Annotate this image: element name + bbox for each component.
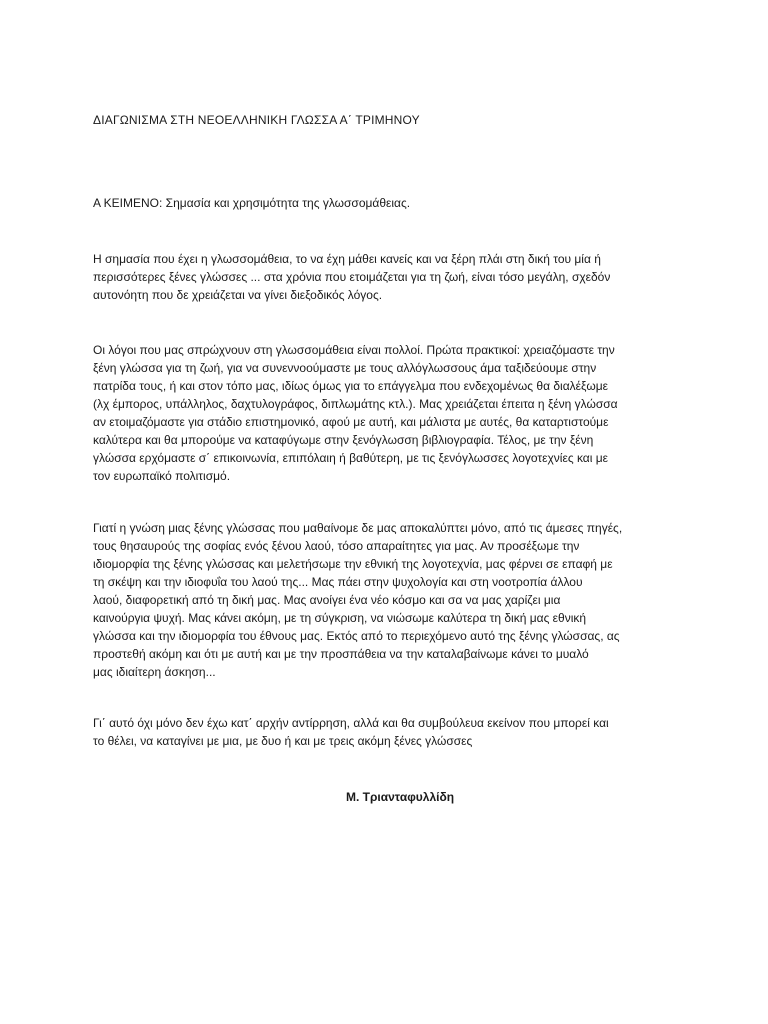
paragraph-line: τους θησαυρούς της σοφίας ενός ξένου λαού, τόσο απαραίτητες για μας. Αν προσέξωμε την — [93, 539, 580, 553]
paragraph-line: αν ετοιμαζόμαστε για στάδιο επιστημονικό, αφού με αυτή, και μάλιστα με αυτές, θα καταρτιστούμε — [93, 415, 609, 429]
section-heading: Α ΚΕΙΜΕΝΟ: Σημασία και χρησιμότητα της γλωσσομάθειας. — [93, 196, 411, 210]
paragraph-1 — [93, 250, 683, 304]
paragraph-line: περισσότερες ξένες γλώσσες ... στα χρόνια που ετοιμάζεται για τη ζωή, είναι τόσο μεγάλη, σχεδόν — [93, 270, 611, 284]
author-signature: Μ. Τριανταφυλλίδη — [346, 790, 455, 804]
paragraph-2 — [93, 341, 683, 485]
paragraph-line: Γιατί η γνώση μιας ξένης γλώσσας που μαθαίνομε δε μας αποκαλύπτει μόνο, από τις άμεσες πηγές, — [93, 521, 623, 535]
paragraph-line: Η σημασία που έχει η γλωσσομάθεια, το να έχη μάθει κανείς και να ξέρη πλάι στη δική του μία ή — [93, 252, 601, 266]
paragraph-line: (λχ έμπορος, υπάλληλος, δαχτυλογράφος, διπλωμάτης κτλ.). Μας χρειάζεται έπειτα η ξένη γλώσσα — [93, 397, 618, 411]
paragraph-line: γλώσσα ερχόμαστε σ΄ επικοινωνία, επιπόλαιη ή βαθύτερη, με τις ξενόγλωσσες λογοτεχνίες και με — [93, 451, 608, 465]
paragraph-line: Οι λόγοι που μας σπρώχνουν στη γλωσσομάθεια είναι πολλοί. Πρώτα πρακτικοί: χρειαζόμαστε την — [93, 343, 615, 357]
paragraph-line: πατρίδα τους, ή και στον τόπο μας, ιδίως όμως για το επάγγελμα που ενδεχομένως θα διαλέξωμε — [93, 379, 608, 393]
paragraph-4 — [93, 714, 683, 750]
paragraph-line: αυτονόητη που δε χρειάζεται να γίνει διεξοδικός λόγος. — [93, 288, 383, 302]
paragraph-line: ξένη γλώσσα για τη ζωή, για να συνεννοούμαστε με τους αλλόγλωσσους άμα ταξιδεύουμε στην — [93, 361, 597, 375]
paragraph-line: Γι΄ αυτό όχι μόνο δεν έχω κατ΄ αρχήν αντίρρηση, αλλά και θα συμβούλευα εκείνον που μπορεί και — [93, 716, 609, 730]
paragraph-line: λαού, διαφορετική από τη δική μας. Μας ανοίγει ένα νέο κόσμο και σα να μας χαρίζει μια — [93, 593, 561, 607]
paragraph-line: ιδιομορφία της ξένης γλώσσας και μελετήσωμε την εθνική της λογοτεχνία, μας φέρνει σε επαφή με — [93, 557, 613, 571]
paragraph-line: καλύτερα και θα μπορούμε να καταφύγωμε στην ξενόγλωσση βιβλιογραφία. Τέλος, με την ξένη — [93, 433, 594, 447]
paragraph-3 — [93, 519, 683, 681]
paragraph-line: τη σκέψη και την ιδιοφυΐα του λαού της... Μας πάει στην ψυχολογία και στη νοοτροπία άλλου — [93, 575, 583, 589]
paragraph-line: το θέλει, να καταγίνει με μια, με δυο ή και με τρεις ακόμη ξένες γλώσσες — [93, 734, 473, 748]
paragraph-line: μας ιδιαίτερη άσκηση... — [93, 665, 216, 679]
paragraph-line: τον ευρωπαϊκό πολιτισμό. — [93, 469, 231, 483]
paragraph-line: γλώσσα και την ιδιομορφία του έθνους μας. Εκτός από το περιεχόμενο αυτό της ξένης γλώσσας, ας — [93, 629, 620, 643]
paragraph-line: καινούργια ψυχή. Μας κάνει ακόμη, με τη σύγκριση, να νιώσωμε καλύτερα τη δική μας εθνική — [93, 611, 587, 625]
paragraph-line: προστεθή ακόμη και ότι με αυτή και με την προσπάθεια να την καταλαβαίνωμε κάνει το μυαλό — [93, 647, 589, 661]
document-title: ΔΙΑΓΩΝΙΣΜΑ ΣΤΗ ΝΕΟΕΛΛΗΝΙΚΗ ΓΛΩΣΣΑ Α΄ ΤΡΙΜΗΝΟΥ — [93, 113, 420, 127]
